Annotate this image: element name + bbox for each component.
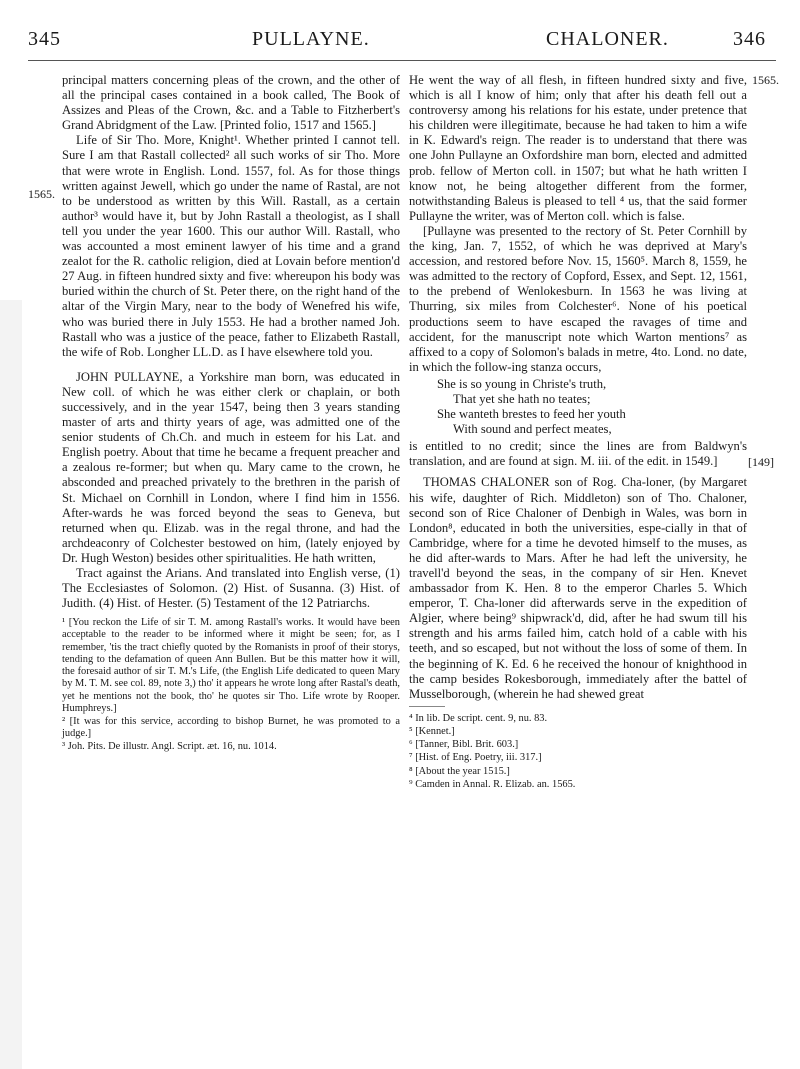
- page-number-right: 346: [733, 28, 766, 50]
- footnotes: [62, 617, 400, 753]
- paragraph: [Pullayne was presented to the rectory of St. Peter Cornhill by the king, Jan. 7, 1552, of which he was deprived at Mary's accession, and restored before Nov. 15, 1560⁵. March 8, 1559, he was admitted to the rectory of Copford, Essex, and Sept. 12, 1561, to the prebend of Wenlokesburn. In 1563 he was living at Thurring, six miles from Colchester⁶. None of his poetical productions seem to have escaped the ravages of time and accident, for the manuscript note which Warton mentions⁷ as affixed to a copy of Solomon's balads in metre, 4to. Lond. no date, in which the follow-ing stanza occurs,: [409, 223, 747, 374]
- footnote: ⁸ [About the year 1515.]: [409, 765, 510, 777]
- footnote: ¹ [You reckon the Life of sir T. M. among Rastall's works. It would have been acceptable to the reader to be informed where it might be seen; for, as I remember, 'tis the tract chiefly quoted by the Romanists in proof of their storys, tending to the defamation of queen Ann Bullen. But be this matter how it will, the foresaid author of sir T. M.'s Life, (the English Life dedicated to queen Mary by M. T. M. see col. 89, note 3,) tho' it appears he wrote long after Rastal's death, yet he mentions not the book, tho' he quotes sir Tho. Life wrote by Rooper. Humphreys.]: [62, 617, 400, 714]
- paragraph: Tract against the Arians. And translated into English verse, (1) The Ecclesiastes of Solomon. (2) Hist. of Susanna. (3) Hist. of Judith. (4) Hist. of Hester. (5) Testament of the 12 Patriarchs.: [62, 566, 400, 611]
- footnote: ⁶ [Tanner, Bibl. Brit. 603.]: [409, 739, 519, 751]
- scan-edge-shadow: [0, 300, 22, 1069]
- header-rule: [28, 60, 776, 61]
- footnote: ² [It was for this service, according to bishop Burnet, he was promoted to a judge.]: [62, 715, 400, 740]
- poem-line: With sound and perfect meates,: [453, 422, 612, 437]
- page-header: [0, 28, 800, 68]
- running-head-left: PULLAYNE.: [252, 28, 370, 50]
- footnote: ⁴ In lib. De script. cent. 9, nu. 83.: [409, 712, 548, 724]
- poem-line: She is so young in Christe's truth,: [437, 376, 607, 391]
- footnote: ³ Joh. Pits. De illustr. Angl. Script. æt. 16, nu. 1014.: [62, 741, 277, 753]
- paragraph: Life of Sir Tho. More, Knight¹. Whether printed I cannot tell. Sure I am that Rastall collected² all such works of sir Tho. More that were wrote in English. Lond. 1557, fol. As for those things written against Jewell, which go under the name of Rastal, are not to be understood as written by this Will. Rastall, as a certain author³ would have it, but by John Rastall a theologist, as I shall tell you under the year 1600. This our author Will. Rastall, who was accounted a most eminent lawyer of his time and a grand zealot for the R. catholic religion, died at Lovain before mention'd 27 Aug. in fifteen hundred sixty and five: whereupon his body was buried within the church of St. Peter there, on the right hand of the altar of the Virgin Mary, near to the body of Wenefred his wife, who was buried there in July 1553. He had a brother named Joh. Rastall who was a justice of the peace, father to Elizabeth Rastall, the wife of Rob. Longher LL.D. as I have elsewhere told you.: [62, 133, 400, 359]
- margin-year-right: 1565.: [752, 73, 779, 87]
- margin-bracket-page-ref: [149]: [748, 455, 774, 469]
- paragraph-pullayne: JOHN PULLAYNE, a Yorkshire man born, was educated in New coll. of which he was either clerk or chaplain, or both successively, and in the year 1547, being then 3 years standing master of arts and thirty years of age, was admitted one of the senior students of Ch.Ch. and much in esteem for his Lat. and English poetry. About that time he became a frequent preacher and a zealous re-former; but when qu. Mary came to the crown, he absconded and preached privately to the brethren in the parish of St. Michael on Cornhill in London, where I find him in 1556. After-wards he was forced beyond the seas to Geneva, but returned when qu. Elizab. was in the regal throne, and had the archdeaconry of Colchester bestowed on him, (lately enjoyed by Dr. Hugh Weston) besides other spiritualities. He hath written,: [62, 369, 400, 565]
- left-column: [62, 73, 400, 755]
- poem-line: She wanteth brestes to feed her youth: [437, 407, 626, 422]
- running-head-right: CHALONER.: [546, 28, 669, 50]
- footnotes: [409, 713, 747, 791]
- paragraph: He went the way of all flesh, in fifteen hundred sixty and five, which is all I know of him; only that after his death fell out a controversy among his relations for his estate, under pretence that his children were illegitimate, because he had taken to him a wife in K. Edward's reign. The reader is to understand that there was one John Pullayne an Oxfordshire man born, elected and admitted prob. fellow of Merton coll. in 1507; but what he hath written I know not, he being altogether different from the former, notwithstanding Baleus is pleased to tell ⁴ us, that the said former Pullayne the writer, was of Merton coll. which is false.: [409, 73, 747, 223]
- poem-line: That yet she hath no teates;: [453, 391, 591, 406]
- paragraph: is entitled to no credit; since the lines are from Baldwyn's translation, and are found at sign. M. iii. of the edit. in 1549.]: [409, 439, 747, 469]
- paragraph: principal matters concerning pleas of the crown, and the other of all the principal cases contained in a book called, The Book of Assizes and Pleas of the Crown, &c. and a Table to Fitzherbert's Grand Abridgment of the Law. [Printed folio, 1517 and 1565.]: [62, 73, 400, 133]
- page-number-left: 345: [28, 28, 61, 50]
- footnote: ⁵ [Kennet.]: [409, 726, 455, 738]
- footnote: ⁹ Camden in Annal. R. Elizab. an. 1565.: [409, 778, 576, 790]
- footnote: ⁷ [Hist. of Eng. Poetry, iii. 317.]: [409, 752, 542, 764]
- right-column: [409, 73, 747, 792]
- margin-year-left: 1565.: [28, 187, 55, 201]
- poem-stanza: [437, 377, 747, 437]
- paragraph-chaloner: THOMAS CHALONER son of Rog. Cha-loner, (by Margaret his wife, daughter of Rich. Middleton) son of Tho. Chaloner, second son of Rice Chaloner of Denbigh in Wales, was born in London⁸, educated in both the universities, espe-cially in that of Cambridge, where for a time he devoted himself to the muses, as he did after-wards to Mars. After he had left the university, he travell'd beyond the seas, in the company of sir Hen. Knevet ambassador from K. Hen. 8 to the emperor Charles 5. Which emperor, T. Cha-loner did afterwards serve in the expedition of Algier, where being⁹ shipwrack'd, did, after he had swum till his strength and his arms failed him, catch hold of a cable with his teeth, and so escaped, but not without the loss of some of them. In the beginning of K. Ed. 6 he received the honour of knighthood in the camp besides Rokesborough, immediately after the battel of Musselborough, (wherein he had shewed great: [409, 475, 747, 701]
- footnote-rule: [409, 706, 445, 707]
